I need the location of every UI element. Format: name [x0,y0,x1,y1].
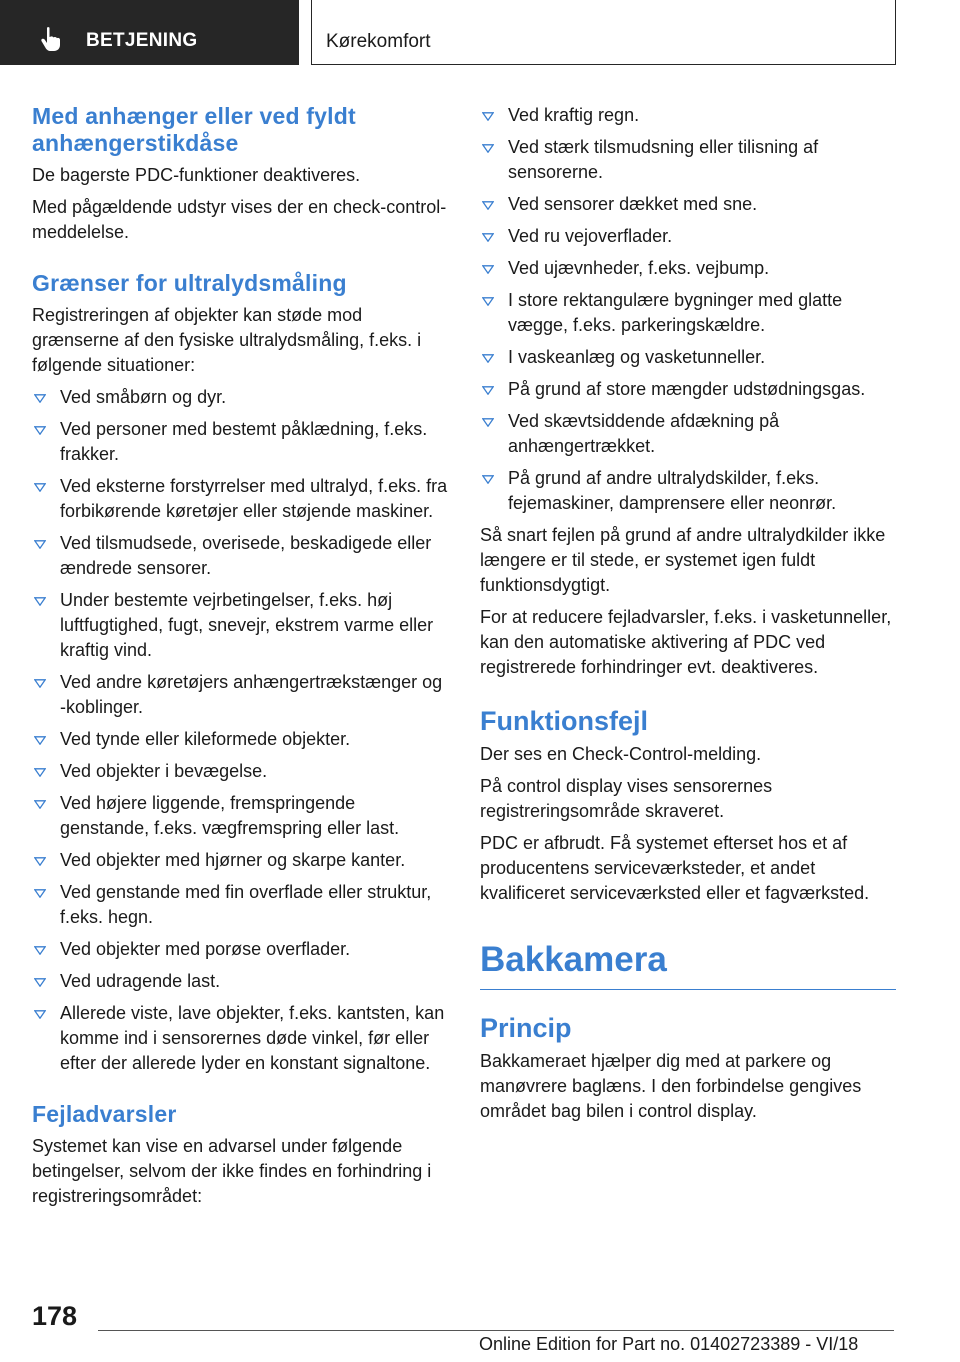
paragraph: Der ses en Check-Control-melding. [480,744,762,764]
paragraph: Registreringen af objekter kan støde mod grænserne af den fysiske ultralydsmåling, f.eks. i følgende situationer: [32,305,422,375]
triangle-bullet-icon [482,201,494,210]
right-column [480,103,896,1131]
heading-fejladvarsler: Fejladvarsler [32,1101,177,1127]
list-item: Ved objekter i bevægelse. [32,759,448,784]
triangle-bullet-icon [34,1010,46,1019]
triangle-bullet-icon [34,540,46,549]
paragraph: De bagerste PDC-funktioner deaktiveres. [32,165,361,185]
list-item: Ved ujævnheder, f.eks. vejbump. [480,256,896,281]
triangle-bullet-icon [482,297,494,306]
list-item: I vaskeanlæg og vasketunneller. [480,345,896,370]
heading-graenser: Grænser for ultralydsmåling [32,270,347,296]
paragraph: Bakkameraet hjælper dig med at parkere og manøvrere baglæns. I den forbindelse gengives området bag bilen i control display. [480,1051,862,1121]
triangle-bullet-icon [34,800,46,809]
list-item: Ved personer med bestemt påklædning, f.eks. frakker. [32,417,448,467]
paragraph: Systemet kan vise en advarsel under følgende betingelser, selvom der ikke findes en forhindring i registreringsområdet: [32,1136,432,1206]
false-warning-list [480,103,896,516]
triangle-bullet-icon [34,946,46,955]
list-item: I store rektangulære bygninger med glatte vægge, f.eks. parkeringskældre. [480,288,896,338]
triangle-bullet-icon [482,418,494,427]
list-item: Ved tilsmudsede, overisede, beskadigede eller ændrede sensorer. [32,531,448,581]
triangle-bullet-icon [482,265,494,274]
chapter-title: Kørekomfort [326,31,431,52]
heading-bakkamera: Bakkamera [480,939,896,990]
triangle-bullet-icon [482,475,494,484]
list-item: Ved sensorer dækket med sne. [480,192,896,217]
triangle-bullet-icon [34,889,46,898]
heading-princip: Princip [480,1013,572,1043]
footer-rule [98,1330,894,1331]
list-item: Ved skævtsiddende afdækning på anhængertrækket. [480,409,896,459]
page-number: 178 [32,1301,78,1331]
paragraph: PDC er afbrudt. Få systemet efterset hos et af producentens serviceværksteder, et andet kvalificeret serviceværksted eller et fagværksted. [480,833,870,903]
list-item: På grund af andre ultralydskilder, f.eks. fejemaskiner, damprensere eller neonrør. [480,466,896,516]
triangle-bullet-icon [34,736,46,745]
section-tab [0,0,299,65]
triangle-bullet-icon [34,394,46,403]
list-item: Ved tynde eller kileformede objekter. [32,727,448,752]
list-item: Ved ru vejoverflader. [480,224,896,249]
list-item: Ved objekter med hjørner og skarpe kanter. [32,848,448,873]
triangle-bullet-icon [34,857,46,866]
paragraph: For at reducere fejladvarsler, f.eks. i vasketunneller, kan den automatiske aktivering af PDC ved registrerede forhindringer evt. deaktiveres. [480,607,892,677]
heading-funktionsfejl: Funktionsfejl [480,706,648,736]
paragraph: Så snart fejlen på grund af andre ultralydkilder ikke længere er til stede, er systemet igen fuldt funktionsdygtigt. [480,525,886,595]
heading-anhaenger: Med anhænger eller ved fyldt anhængerstikdåse [32,103,356,156]
list-item: Ved andre køretøjers anhængertrækstænger og -koblinger. [32,670,448,720]
triangle-bullet-icon [34,597,46,606]
paragraph: Med pågældende udstyr vises der en check-control-meddelelse. [32,197,447,242]
list-item: Allerede viste, lave objekter, f.eks. kantsten, kan komme ind i sensorernes døde vinkel, før eller efter der allerede lyder en konstant signaltone. [32,1001,448,1076]
list-item: Ved genstande med fin overflade eller struktur, f.eks. hegn. [32,880,448,930]
triangle-bullet-icon [482,144,494,153]
triangle-bullet-icon [34,679,46,688]
list-item: Ved eksterne forstyrrelser med ultralyd, f.eks. fra forbikørende køretøjer eller støjende maskiner. [32,474,448,524]
list-item: Ved udragende last. [32,969,448,994]
list-item: Ved stærk tilsmudsning eller tilisning af sensorerne. [480,135,896,185]
triangle-bullet-icon [34,426,46,435]
paragraph: På control display vises sensorernes registreringsområde skraveret. [480,776,773,821]
list-item: Ved objekter med porøse overflader. [32,937,448,962]
list-item: Under bestemte vejrbetingelser, f.eks. høj luftfugtighed, fugt, snevejr, ekstrem varme eller kraftig vind. [32,588,448,663]
hand-pointer-icon [38,26,66,52]
triangle-bullet-icon [34,978,46,987]
list-item: Ved højere liggende, fremspringende genstande, f.eks. vægfremspring eller last. [32,791,448,841]
edition-note: Online Edition for Part no. 01402723389 - VI/18 [479,1334,859,1354]
left-column [32,103,448,1216]
triangle-bullet-icon [34,768,46,777]
limitations-list [32,385,448,1076]
list-item: På grund af store mængder udstødningsgas. [480,377,896,402]
triangle-bullet-icon [482,233,494,242]
triangle-bullet-icon [482,386,494,395]
list-item: Ved kraftig regn. [480,103,896,128]
triangle-bullet-icon [482,112,494,121]
section-title: BETJENING [86,30,198,51]
triangle-bullet-icon [482,354,494,363]
triangle-bullet-icon [34,483,46,492]
list-item: Ved småbørn og dyr. [32,385,448,410]
